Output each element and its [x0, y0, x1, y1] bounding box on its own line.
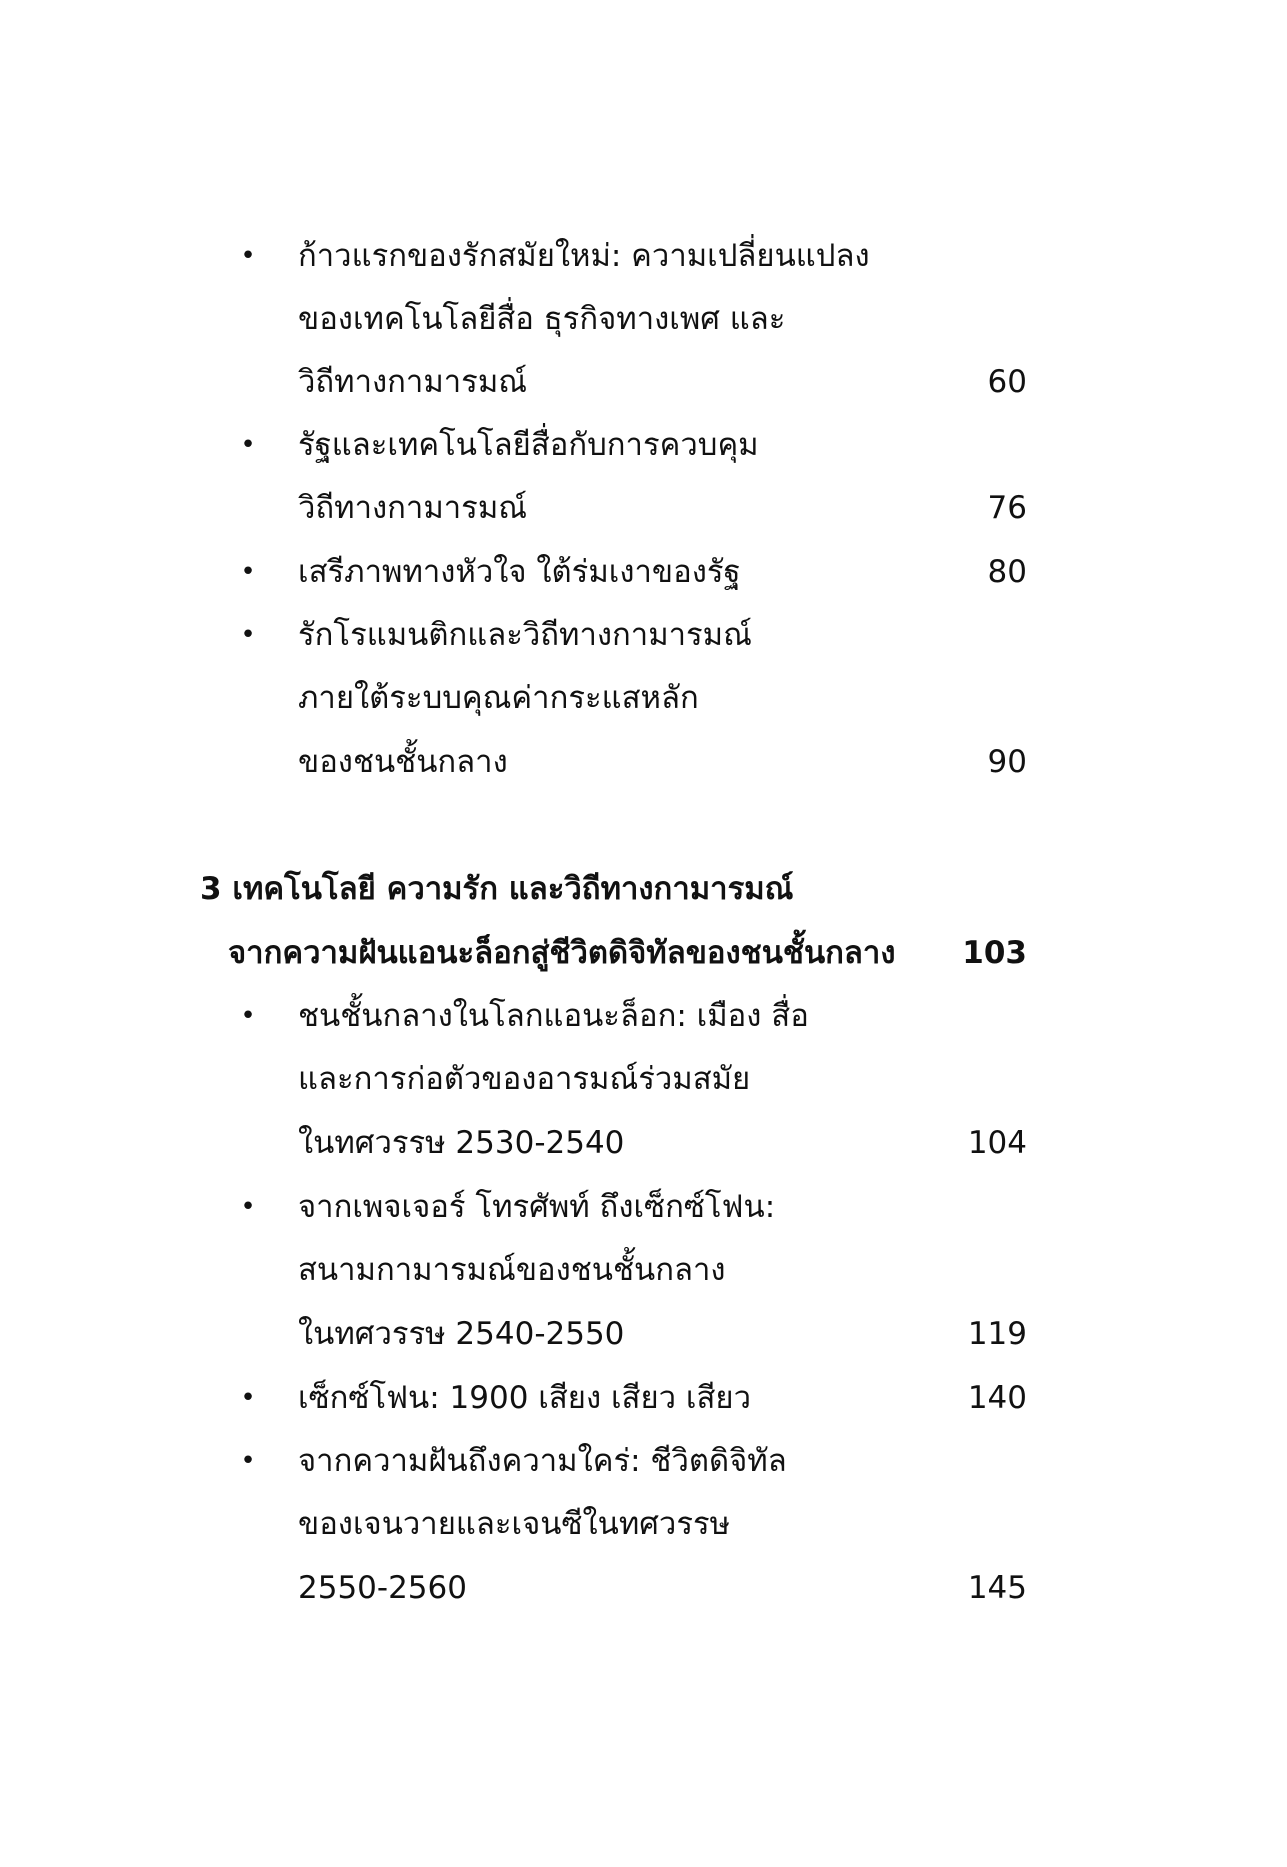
bullet-icon: •	[240, 620, 256, 650]
toc-entry-continuation	[0, 1238, 1287, 1302]
entry-title: เสรีภาพทางหัวใจ ใต้ร่มเงาของรัฐ	[298, 554, 741, 590]
entry-title: ชนชั้นกลางในโลกแอนะล็อก: เมือง สื่อ	[298, 998, 809, 1034]
toc-entry-continuation	[0, 476, 1287, 540]
toc-entry	[0, 224, 1287, 288]
toc-entry-continuation	[0, 730, 1287, 794]
chapter-heading-continuation	[0, 921, 1287, 985]
page-number: 76	[987, 490, 1027, 526]
page-number: 119	[967, 1316, 1027, 1352]
entry-title: ของเทคโนโลยีสื่อ ธุรกิจทางเพศ และ	[298, 301, 786, 337]
entry-title: ในทศวรรษ 2540-2550	[298, 1316, 625, 1352]
bullet-icon: •	[240, 1383, 256, 1413]
page-number: 60	[987, 364, 1027, 400]
entry-title: ของเจนวายและเจนซีในทศวรรษ	[298, 1506, 731, 1542]
toc-entry	[0, 1175, 1287, 1239]
bullet-icon: •	[240, 1001, 256, 1031]
toc-entry-continuation	[0, 666, 1287, 730]
toc-entry	[0, 1366, 1287, 1430]
toc-entry	[0, 540, 1287, 604]
entry-title: วิถีทางกามารมณ์	[298, 490, 528, 526]
page-number: 103	[962, 935, 1027, 971]
entry-title: รักโรแมนติกและวิถีทางกามารมณ์	[298, 617, 752, 653]
toc-entry-continuation	[0, 1302, 1287, 1366]
toc-entry-continuation	[0, 1047, 1287, 1111]
entry-title: จากเพจเจอร์ โทรศัพท์ ถึงเซ็กซ์โฟน:	[298, 1189, 776, 1225]
entry-title: 2550-2560	[298, 1570, 467, 1606]
toc-entry-continuation	[0, 1111, 1287, 1175]
entry-title: และการก่อตัวของอารมณ์ร่วมสมัย	[298, 1061, 751, 1097]
entry-title: ของชนชั้นกลาง	[298, 744, 508, 780]
chapter-title: 3 เทคโนโลยี ความรัก และวิถีทางกามารมณ์	[200, 871, 794, 907]
page-number: 80	[987, 554, 1027, 590]
chapter-title: จากความฝันแอนะล็อกสู่ชีวิตดิจิทัลของชนชั้นกลาง	[228, 935, 896, 971]
toc-entry	[0, 413, 1287, 477]
entry-title: ก้าวแรกของรักสมัยใหม่: ความเปลี่ยนแปลง	[298, 238, 870, 274]
toc-entry-continuation	[0, 350, 1287, 414]
page-number: 90	[987, 744, 1027, 780]
entry-title: เซ็กซ์โฟน: 1900 เสียง เสียว เสียว	[298, 1380, 751, 1416]
bullet-icon: •	[240, 241, 256, 271]
toc-entry-continuation	[0, 1556, 1287, 1620]
page-number: 145	[967, 1570, 1027, 1606]
toc-entry-continuation	[0, 287, 1287, 351]
bullet-icon: •	[240, 1192, 256, 1222]
toc-entry	[0, 984, 1287, 1048]
entry-title: รัฐและเทคโนโลยีสื่อกับการควบคุม	[298, 427, 759, 463]
entry-title: จากความฝันถึงความใคร่: ชีวิตดิจิทัล	[298, 1443, 787, 1479]
toc-entry	[0, 603, 1287, 667]
bullet-icon: •	[240, 1446, 256, 1476]
page-number: 104	[967, 1125, 1027, 1161]
entry-title: วิถีทางกามารมณ์	[298, 364, 528, 400]
entry-title: ในทศวรรษ 2530-2540	[298, 1125, 625, 1161]
bullet-icon: •	[240, 430, 256, 460]
chapter-heading	[0, 857, 1287, 921]
entry-title: ภายใต้ระบบคุณค่ากระแสหลัก	[298, 680, 699, 716]
toc-entry-continuation	[0, 1492, 1287, 1556]
page-number: 140	[967, 1380, 1027, 1416]
entry-title: สนามกามารมณ์ของชนชั้นกลาง	[298, 1252, 726, 1288]
bullet-icon: •	[240, 557, 256, 587]
toc-entry	[0, 1429, 1287, 1493]
